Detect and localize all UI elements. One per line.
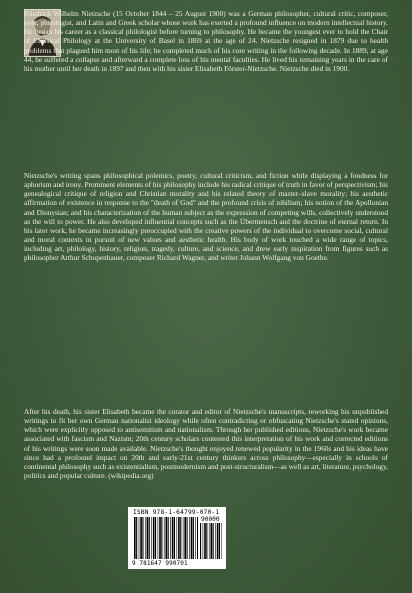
legacy-paragraph: After his death, his sister Elisabeth became the curator and editor of Nietzsche's manuscripts, reworking his unpublished writings to fit her own German nationalist ideology while often contradicting or obfuscating Nietzsche's stated opinions, which were explicitly opposed to antisemitism and nationalism. Through her published editions, Nietzsche's work became associated with fascism and Nazism; 20th century scholars contested this interpretation of his work and corrected editions of his writings were soon made available. Nietzsche's thought enjoyed renewed popularity in the 1960s and his ideas have since had a profound impact on 20th and early-21st century thinkers across philosophy—especially in schools of continental philosophy such as existentialism, postmodernism and post-structuralism—as well as art, literature, psychology, politics and popular culture. (wikipedia.org)	[24, 407, 388, 481]
addon-barcode-bars-icon	[200, 523, 222, 559]
philosophy-paragraph: Nietzsche's writing spans philosophical polemics, poetry, cultural criticism, and fiction while displaying a fondness for aphorism and irony. Prominent elements of his philosophy include his radical critique of truth in favor of perspectivism; his genealogical critique of religion and Christian morality and his related theory of master–slave morality; his aesthetic affirmation of existence in response to the "death of God" and the profound crisis of nihilism; his notion of the Apollonian and Dionysian; and his characterization of the human subject as the expression of competing wills, collectively understood as the will to power. He also developed influential concepts such as the Übermensch and the doctrine of eternal return. In his later work, he became increasingly preoccupied with the creative powers of the individual to overcome social, cultural and moral contexts in pursuit of new values and aesthetic health. His body of work touched a wide range of topics, including art, philology, history, religion, tragedy, culture, and science, and drew early inspiration from figures such as philosopher Arthur Schopenhauer, composer Richard Wagner, and writer Johann Wolfgang von Goethe.	[24, 171, 388, 263]
barcode-bars-icon	[134, 517, 198, 559]
price-code: 90000	[201, 516, 220, 523]
isbn-label: ISBN 978-1-64799-070-1	[133, 509, 220, 516]
biography-paragraph: Friedrich Wilhelm Nietzsche (15 October 1844 – 25 August 1900) was a German philosopher, cultural critic, composer, poet, philologist, and Latin and Greek scholar whose work has exerted a profound influence on modern intellectual history. He began his career as a classical philologist before turning to philosophy. He became the youngest ever to hold the Chair of Classical Philology at the University of Basel in 1869 at the age of 24. Nietzsche resigned in 1879 due to health problems that plagued him most of his life; he completed much of his core writing in the following decade. In 1889, at age 44, he suffered a collapse and afterward a complete loss of his mental faculties. He lived his remaining years in the care of his mother until her death in 1897 and then with his sister Elisabeth Förster-Nietzsche. Nietzsche died in 1900.	[24, 9, 388, 73]
barcode-digits: 9 781647 990701	[132, 560, 188, 567]
isbn-barcode	[128, 507, 226, 569]
